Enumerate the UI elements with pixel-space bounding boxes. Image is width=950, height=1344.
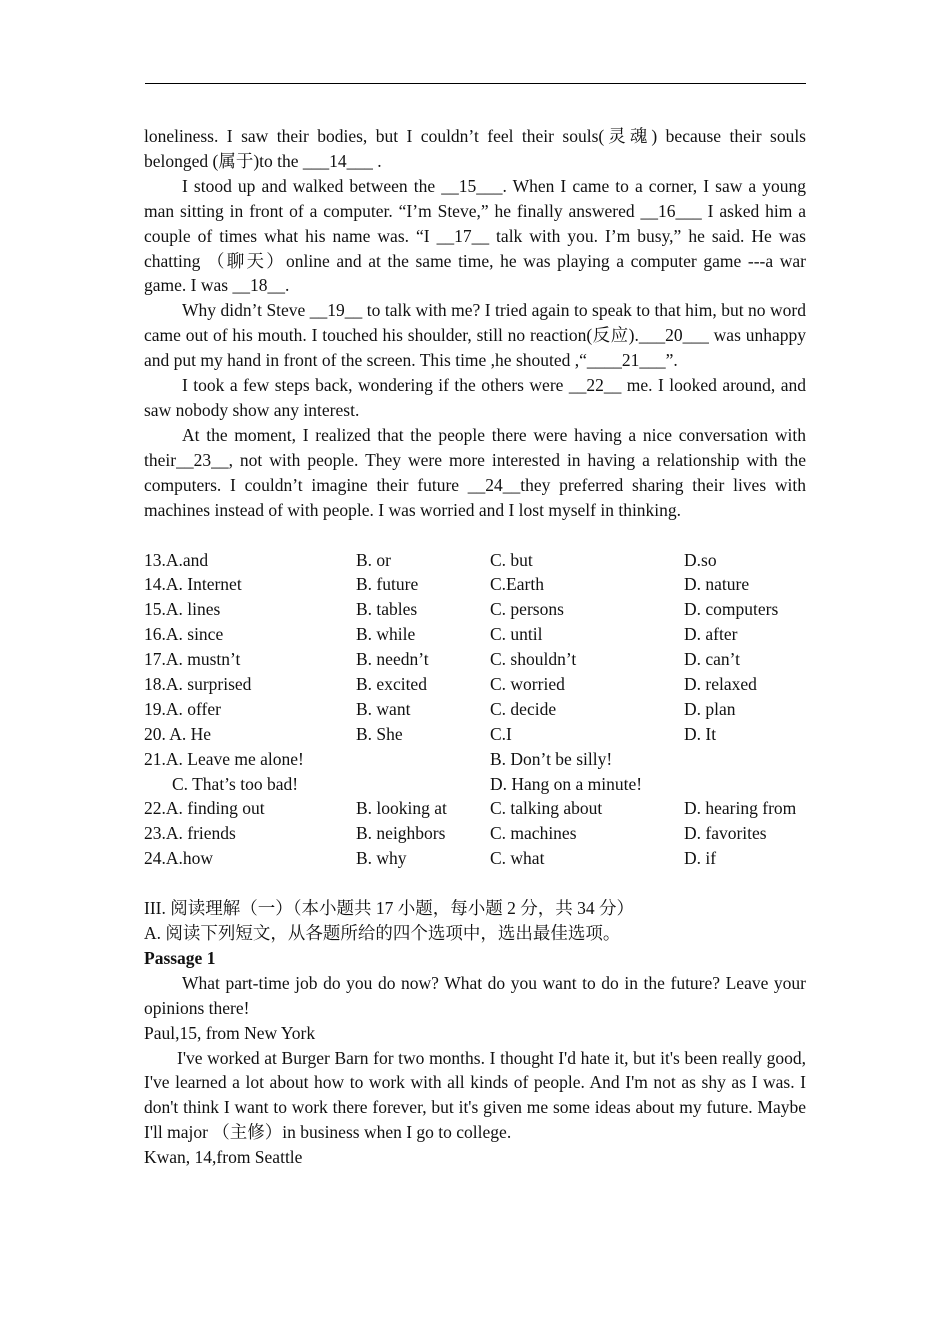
section-instruction: A. 阅读下列短文，从各题所给的四个选项中，选出最佳选项。 [144,922,621,943]
option-a: 20. A. He [144,723,212,744]
option-a: 19.A. offer [144,698,221,719]
option-row-21-second [144,772,806,797]
passage-paragraph-2: Why didn’t Steve __19__ to talk with me? I tried again to speak to that him, but no word came out of his mouth. I touched his shoulder, still no reaction(反应).___20___ was unhappy and put my hand in front of the screen. This time ,he shouted ,“____21___”. [144,300,806,371]
option-b: B. tables [356,599,418,620]
option-b: B. needn’t [356,649,429,670]
option-c: C. machines [490,823,577,844]
option-d: D. relaxed [684,673,757,694]
passage-paragraph-0: loneliness. I saw their bodies, but I couldn’t feel their souls(灵魂) because their souls belonged (属于)to the ___14___ . [144,126,806,171]
option-d: D. It [684,723,717,744]
option-c: C. shouldn’t [490,649,577,670]
option-a: 24.A.how [144,848,214,869]
option-b: B. She [356,723,403,744]
option-a: 14.A. Internet [144,574,242,595]
option-b: B. neighbors [356,823,446,844]
header-rule [145,83,806,84]
option-row-19 [144,697,806,722]
option-row-15 [144,597,806,622]
option-c: C. until [490,624,543,645]
option-c: C.I [490,723,512,744]
option-c: C. persons [490,599,564,620]
option-row-18 [144,672,806,697]
option-d: D. if [684,848,717,869]
spacer [144,871,806,896]
option-row-14 [144,572,806,597]
passage-paragraph-1: I stood up and walked between the __15___. When I came to a corner, I saw a young man sitting in front of a computer. “I’m Steve,” he finally answered __16___ I asked him a couple of times what his name was. “I __17__ talk with you. I’m busy,” he said. He was chatting （聊天）online and at the same time, he was playing a computer game ---a war game. I was __18__. [144,175,806,296]
option-row-20 [144,722,806,747]
option-row-24 [144,846,806,871]
option-row-22 [144,796,806,821]
option-a: 22.A. finding out [144,798,265,819]
option-a: 23.A. friends [144,823,236,844]
option-row-23 [144,821,806,846]
option-d: D. can’t [684,649,741,670]
option-row-21-first [144,747,806,772]
option-b: B. excited [356,673,427,694]
section-heading: III. 阅读理解（一）（本小题共 17 小题，每小题 2 分，共 34 分） [144,898,634,919]
option-b: B. looking at [356,798,447,819]
option-c: C. That’s too bad! [172,773,299,794]
document-body [144,124,806,1170]
passage-intro: What part-time job do you do now? What do you want to do in the future? Leave your opinions there! [144,972,806,1018]
author-paul-text: I've worked at Burger Barn for two months. I thought I'd hate it, but it's been really good, I've learned a lot about how to work with all kinds of people. And I'm not as shy as I was. I don't think I want to work there forever, but it's given me some ideas about my future. Maybe I'll major （主修）in business when I go to college. [144,1047,806,1143]
option-a: 16.A. since [144,624,224,645]
option-a: 15.A. lines [144,599,221,620]
option-d: D. after [684,624,738,645]
option-row-13 [144,548,806,573]
option-d: D. computers [684,599,779,620]
option-b: B. while [356,624,416,645]
passage-title: Passage 1 [144,947,216,968]
author-paul: Paul,15, from New York [144,1022,316,1043]
option-d: D. hearing from [684,798,797,819]
option-b: B. why [356,848,407,869]
option-c: C. but [490,549,533,570]
option-b: B. or [356,549,391,570]
option-a: 17.A. mustn’t [144,649,241,670]
author-kwan: Kwan, 14,from Seattle [144,1147,303,1168]
option-b: B. want [356,698,411,719]
option-a: 18.A. surprised [144,673,252,694]
option-d: D. nature [684,574,750,595]
passage-paragraph-3: I took a few steps back, wondering if the others were __22__ me. I looked around, and saw nobody show any interest. [144,375,806,420]
option-d: D. favorites [684,823,767,844]
option-c: C. worried [490,673,565,694]
option-c: C. what [490,848,545,869]
option-row-17 [144,647,806,672]
passage-paragraph-4: At the moment, I realized that the people there were having a nice conversation with their__23__, not with people. They were more interested in having a relationship with the computers. I couldn’t imagine their future __24__they preferred sharing their lives with machines instead of with people. I was worried and I lost myself in thinking. [144,424,806,520]
option-a: 21.A. Leave me alone! [144,748,304,769]
option-d: D.so [684,549,717,570]
options-table [144,548,806,872]
option-b: B. Don’t be silly! [490,748,613,769]
option-c: C. talking about [490,798,603,819]
option-a: 13.A.and [144,549,209,570]
option-row-16 [144,622,806,647]
option-c: C. decide [490,698,557,719]
option-d: D. Hang on a minute! [490,773,643,794]
option-c: C.Earth [490,574,544,595]
option-d: D. plan [684,698,736,719]
spacer [144,523,806,548]
option-b: B. future [356,574,419,595]
